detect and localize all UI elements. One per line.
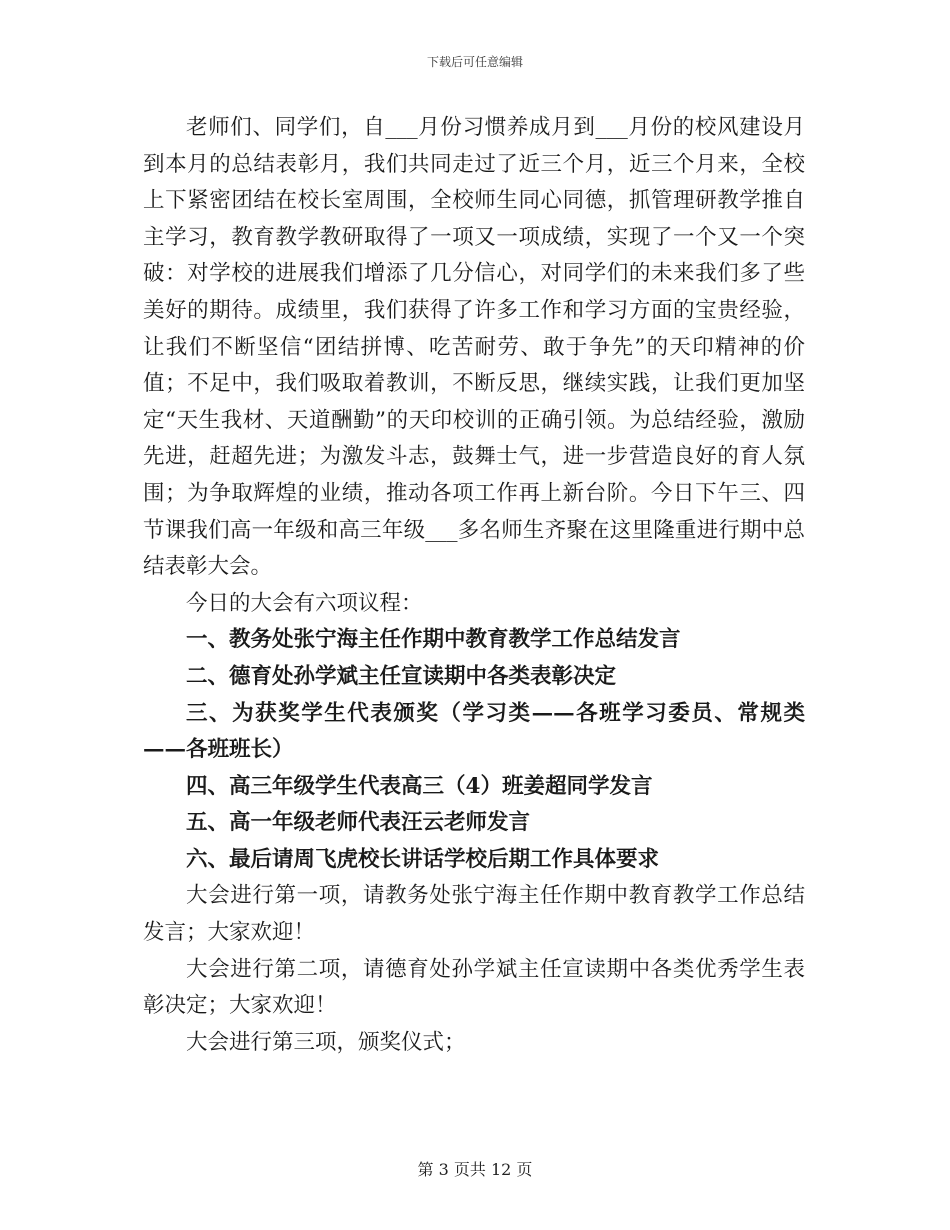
agenda-item-4: 四、高三年级学生代表高三（4）班姜超同学发言 <box>186 773 653 799</box>
agenda-item-3: 三、为获奖学生代表颁奖（学习类——各班学习委员、常规类——各班班长） <box>143 700 805 763</box>
agenda-item-6: 六、最后请周飞虎校长讲话学校后期工作具体要求 <box>186 846 660 872</box>
item-3-announcement: 大会进行第三项，颁奖仪式； <box>186 1029 466 1055</box>
page-indicator: 第 3 页共 12 页 <box>417 1160 533 1179</box>
agenda-item-5: 五、高一年级老师代表汪云老师发言 <box>186 810 531 836</box>
item-1-announcement: 大会进行第一项，请教务处张宁海主任作期中教育教学工作总结发言；大家欢迎！ <box>143 883 805 946</box>
agenda-item-2: 二、德育处孙学斌主任宣读期中各类表彰决定 <box>186 663 617 689</box>
agenda-item-1: 一、教务处张宁海主任作期中教育教学工作总结发言 <box>186 627 681 653</box>
download-edit-note: 下载后可任意编辑 <box>426 55 523 69</box>
agenda-intro: 今日的大会有六项议程： <box>186 590 423 616</box>
intro-paragraph: 老师们、同学们，自___月份习惯养成月到___月份的校风建设月到本月的总结表彰月，我们共同走过了近三个月，近三个月来，全校上下紧密团结在校长室周围，全校师生同心同德，抓管理研教学推自主学习，教育教学教研取得了一项又一项成绩，实现了一个又一个突破：对学校的进展我们增添了几分信心，对同学们的未来我们多了些美好的期待。成绩里，我们获得了许多工作和学习方面的宝贵经验，让我们不断坚信“团结拼博、吃苦耐劳、敢于争先”的天印精神的价值；不足中，我们吸取着教训，不断反思，继续实践，让我们更加坚定“天生我材、天道酬勤”的天印校训的正确引领。为总结经验，激励先进，赶超先进；为激发斗志，鼓舞士气，进一步营造良好的育人氛围；为争取辉煌的业绩，推动各项工作再上新台阶。今日下午三、四节课我们高一年级和高三年级___多名师生齐聚在这里隆重进行期中总结表彰大会。 <box>143 115 805 580</box>
item-2-announcement: 大会进行第二项，请德育处孙学斌主任宣读期中各类优秀学生表彰决定；大家欢迎！ <box>143 956 805 1019</box>
document-body <box>143 110 805 1061</box>
